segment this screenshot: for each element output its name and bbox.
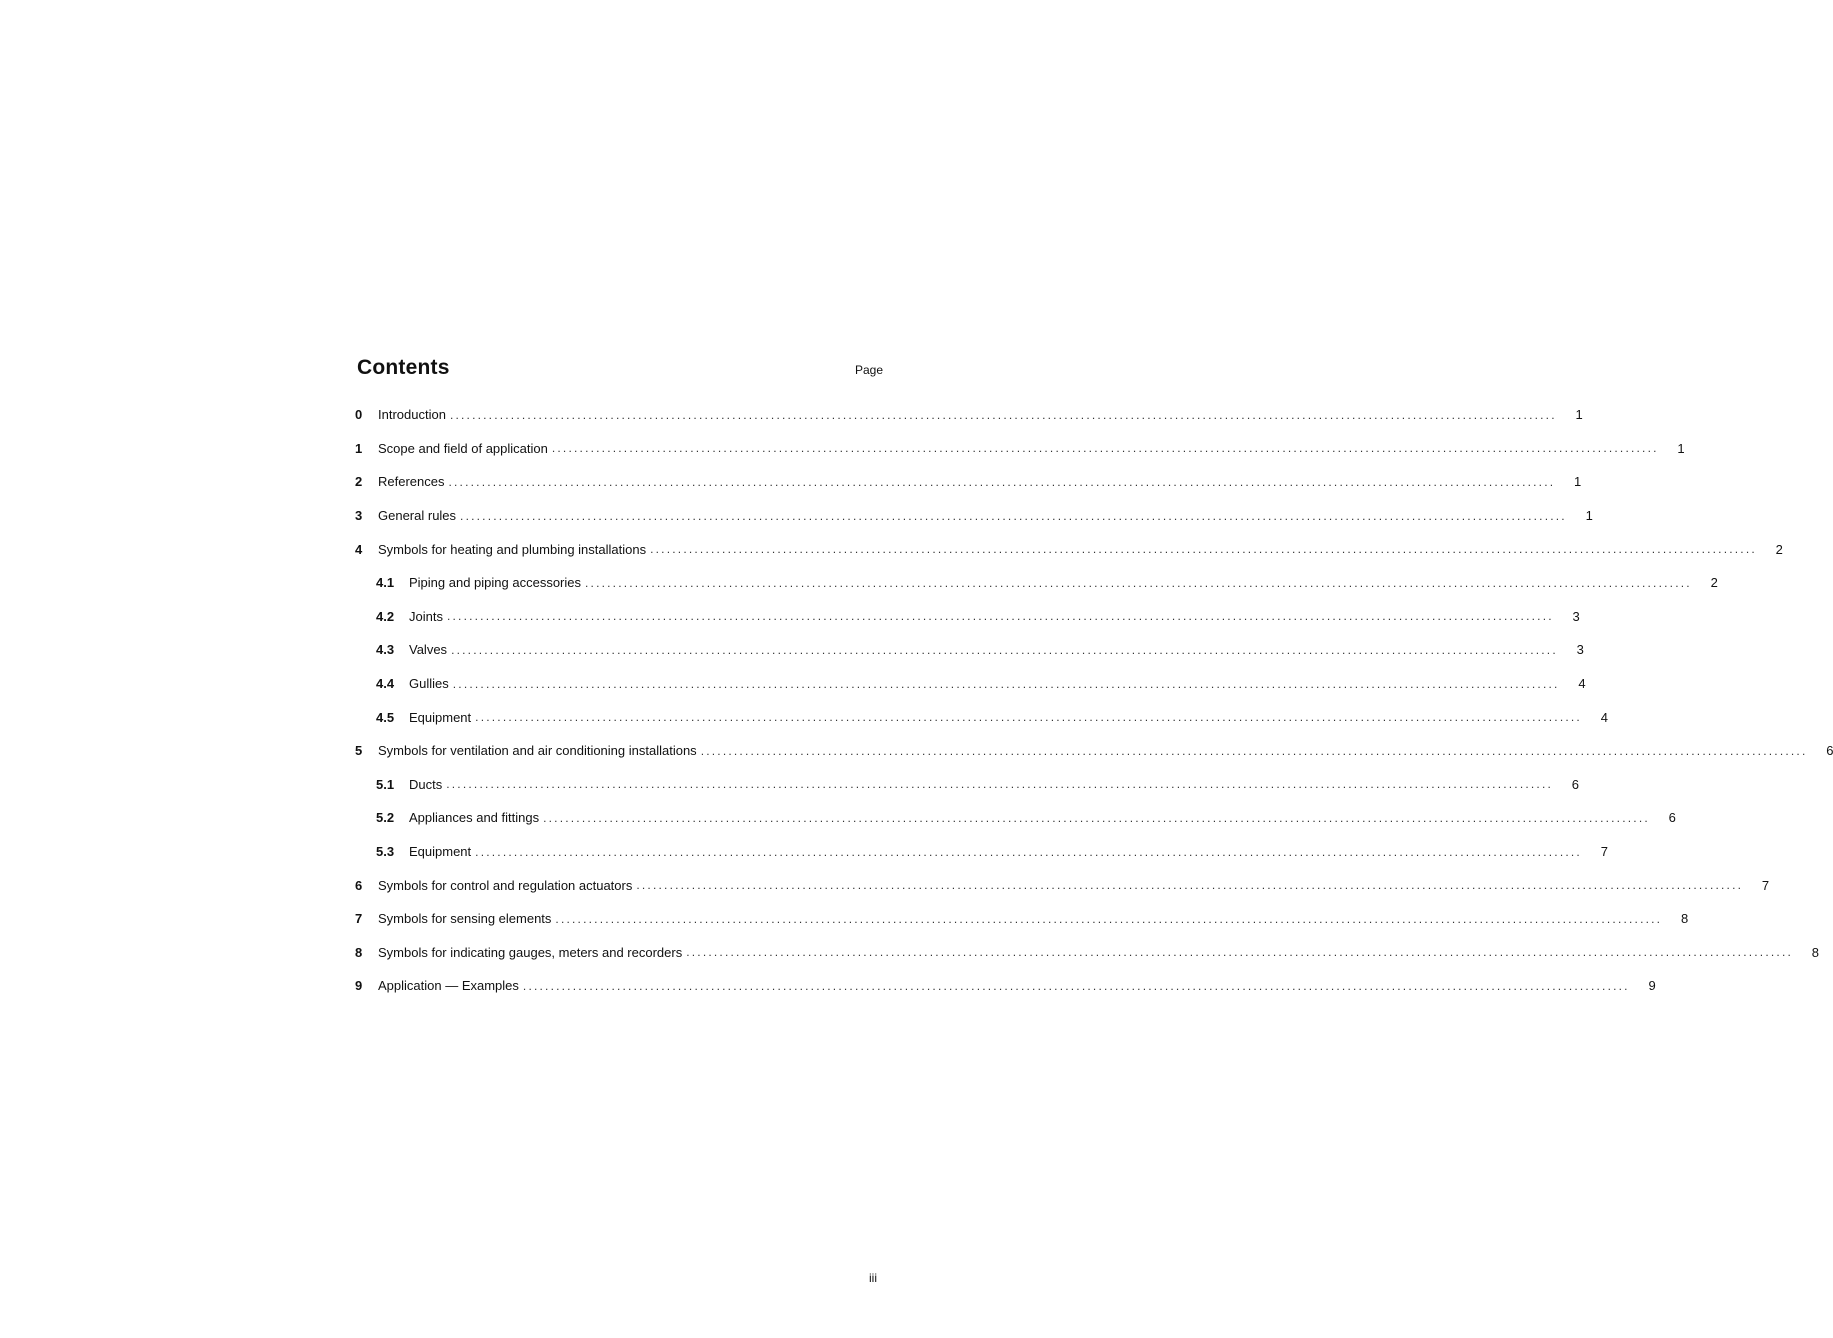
toc-entry-page: 4 (1578, 676, 1586, 692)
dot-leader: ........................................................................................................................................................................................................ (460, 508, 1567, 523)
toc-entry[interactable] (355, 566, 1718, 600)
toc-entry-label: General rules (378, 508, 457, 524)
toc-entry-label: Symbols for indicating gauges, meters and recorders (378, 944, 683, 960)
toc-entry[interactable] (355, 532, 1783, 566)
toc-entry[interactable] (355, 835, 1608, 869)
dot-leader: ........................................................................................................................................................................................................ (650, 542, 1757, 557)
toc-entry-page: 9 (1648, 978, 1656, 994)
toc-entry-number: 7 (355, 911, 363, 927)
toc-entry-label: Symbols for control and regulation actuators (378, 877, 633, 893)
dot-leader: ........................................................................................................................................................................................................ (585, 575, 1692, 590)
toc-entry-number: 8 (355, 944, 363, 960)
toc-entry-number: 4.4 (376, 676, 395, 692)
toc-entry-page: 6 (1571, 776, 1580, 792)
toc-entry-number: 5 (355, 743, 363, 759)
toc-entry-label: Symbols for sensing elements (378, 911, 552, 927)
toc-entry[interactable] (355, 801, 1676, 835)
dot-leader: ........................................................................................................................................................................................................ (543, 810, 1650, 825)
dot-leader: ........................................................................................................................................................................................................ (686, 945, 1794, 960)
toc-entry-label: Equipment (409, 709, 472, 725)
toc-entry-number: 3 (355, 508, 363, 524)
toc-entry-number: 9 (355, 978, 363, 994)
toc-entry-number: 2 (355, 474, 363, 490)
toc-entry-label: Gullies (409, 676, 449, 692)
toc-entry-page: 7 (1761, 877, 1770, 893)
toc-entry-label: Symbols for heating and plumbing installations (378, 541, 647, 557)
toc-entry-number: 4 (355, 541, 363, 557)
toc-entry[interactable] (355, 465, 1582, 499)
toc-entry-page: 3 (1572, 608, 1580, 624)
table-of-contents (355, 398, 1833, 1003)
toc-entry[interactable] (355, 768, 1580, 802)
dot-leader: ........................................................................................................................................................................................................ (449, 407, 1557, 422)
toc-entry-number: 0 (355, 407, 363, 423)
toc-entry-number: 5.2 (376, 810, 395, 826)
toc-entry-label: Piping and piping accessories (409, 575, 581, 591)
toc-entry-page: 8 (1680, 911, 1689, 927)
contents-title: Contents (357, 356, 450, 379)
toc-entry[interactable] (355, 700, 1608, 734)
dot-leader: ........................................................................................................................................................................................................ (555, 911, 1663, 926)
toc-entry-label: Introduction (378, 407, 446, 423)
dot-leader: ........................................................................................................................................................................................................ (448, 474, 1556, 489)
toc-entry-label: Symbols for ventilation and air conditioning installations (378, 743, 697, 759)
toc-entry-number: 4.2 (376, 608, 395, 624)
toc-entry[interactable] (355, 633, 1584, 667)
toc-entry-page: 3 (1576, 642, 1584, 658)
toc-entry[interactable] (355, 432, 1685, 466)
toc-entry-number: 6 (355, 877, 363, 893)
dot-leader: ........................................................................................................................................................................................................ (700, 743, 1808, 758)
toc-entry[interactable] (355, 667, 1586, 701)
toc-entry-page: 2 (1775, 541, 1783, 557)
toc-entry-page: 6 (1826, 743, 1833, 759)
dot-leader: ........................................................................................................................................................................................................ (522, 978, 1630, 993)
page-column-label: Page (854, 363, 883, 377)
toc-entry-page: 7 (1600, 844, 1608, 860)
page-number: iii (869, 1271, 877, 1285)
toc-entry-page: 2 (1710, 575, 1718, 591)
toc-entry[interactable] (355, 969, 1656, 1003)
toc-entry-page: 8 (1811, 944, 1820, 960)
toc-entry-number: 4.3 (376, 642, 395, 658)
toc-entry[interactable] (355, 936, 1820, 970)
contents-header (357, 356, 883, 380)
dot-leader: ........................................................................................................................................................................................................ (475, 844, 1582, 859)
toc-entry-page: 6 (1668, 810, 1676, 826)
toc-entry-label: Joints (409, 608, 443, 624)
dot-leader: ........................................................................................................................................................................................................ (475, 710, 1582, 725)
toc-entry[interactable] (355, 868, 1770, 902)
toc-entry-number: 4.1 (376, 575, 395, 591)
toc-entry-label: Application — Examples (378, 978, 519, 994)
dot-leader: ........................................................................................................................................................................................................ (446, 777, 1554, 792)
toc-entry-label: Scope and field of application (378, 440, 548, 456)
toc-entry[interactable] (355, 600, 1580, 634)
toc-entry-label: Equipment (409, 844, 472, 860)
dot-leader: ........................................................................................................................................................................................................ (446, 609, 1554, 624)
toc-entry-page: 1 (1574, 474, 1582, 490)
toc-entry-number: 4.5 (376, 709, 395, 725)
dot-leader: ........................................................................................................................................................................................................ (551, 441, 1659, 456)
dot-leader: ........................................................................................................................................................................................................ (452, 676, 1560, 691)
toc-entry-label: Ducts (409, 776, 443, 792)
toc-entry-number: 5.1 (376, 776, 395, 792)
toc-entry-label: Valves (409, 642, 448, 658)
toc-entry-label: References (378, 474, 445, 490)
toc-entry-page: 1 (1677, 440, 1685, 456)
toc-entry-number: 5.3 (376, 844, 395, 860)
toc-entry[interactable] (355, 902, 1689, 936)
toc-entry-page: 1 (1575, 407, 1583, 423)
dot-leader: ........................................................................................................................................................................................................ (636, 878, 1744, 893)
dot-leader: ........................................................................................................................................................................................................ (451, 642, 1558, 657)
toc-entry-label: Appliances and fittings (409, 810, 540, 826)
toc-entry-number: 1 (355, 440, 363, 456)
toc-entry[interactable] (355, 398, 1583, 432)
toc-entry-page: 1 (1585, 508, 1593, 524)
toc-entry[interactable] (355, 499, 1593, 533)
toc-entry-page: 4 (1600, 709, 1608, 725)
toc-entry[interactable] (355, 734, 1833, 768)
